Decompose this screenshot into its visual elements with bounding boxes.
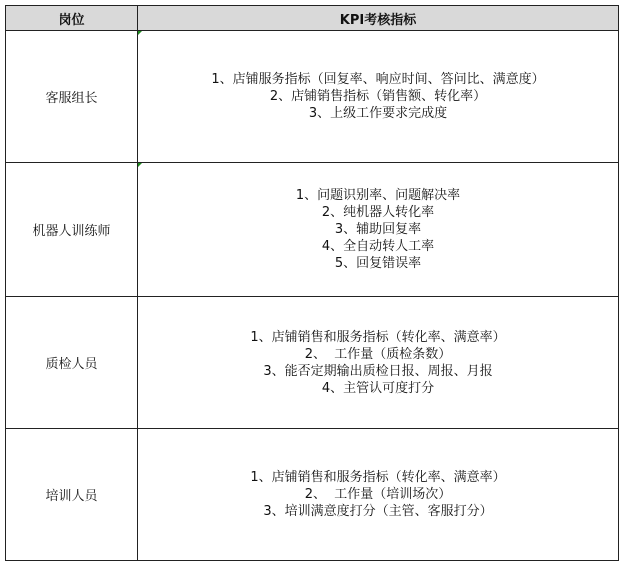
kpi-line: 4、全自动转人工率: [321, 239, 435, 254]
role-cell[interactable]: 机器人训练师: [6, 163, 138, 297]
kpi-line: 1、店铺销售和服务指标（转化率、满意率）: [250, 329, 506, 345]
kpi-cell[interactable]: [138, 297, 619, 429]
kpi-line: 1、问题识别率、问题解决率: [295, 188, 461, 203]
kpi-line: 2、纯机器人转化率: [321, 205, 435, 220]
header-position: 岗位: [6, 6, 138, 31]
kpi-cell[interactable]: [138, 429, 619, 561]
table-row: [6, 297, 619, 429]
kpi-line: 4、主管认可度打分: [321, 380, 435, 396]
kpi-cell[interactable]: [138, 163, 619, 297]
kpi-line: 2、 工作量（培训场次）: [304, 487, 452, 502]
kpi-table: [5, 5, 619, 561]
kpi-line: 5、回复错误率: [334, 256, 422, 271]
table-row: [6, 163, 619, 297]
role-cell[interactable]: 客服组长: [6, 31, 138, 163]
kpi-line: 1、店铺销售和服务指标（转化率、满意率）: [250, 470, 506, 485]
kpi-line: 3、辅助回复率: [334, 222, 422, 237]
cell-comment-marker: [138, 31, 142, 35]
kpi-line: 3、上级工作要求完成度: [308, 106, 448, 121]
kpi-line: 1、店铺服务指标（回复率、响应时间、答问比、满意度）: [211, 72, 545, 87]
table-row: [6, 429, 619, 561]
kpi-line: 3、培训满意度打分（主管、客服打分）: [263, 504, 493, 519]
header-row: [6, 6, 619, 31]
table-row: [6, 31, 619, 163]
header-kpi: KPI考核指标: [138, 6, 619, 31]
role-cell[interactable]: 培训人员: [6, 429, 138, 561]
role-cell[interactable]: 质检人员: [6, 297, 138, 429]
kpi-line: 2、 工作量（质检条数）: [304, 346, 452, 362]
kpi-cell[interactable]: [138, 31, 619, 163]
cell-comment-marker: [138, 163, 142, 167]
kpi-line: 2、店铺销售指标（销售额、转化率）: [269, 89, 487, 104]
kpi-line: 3、能否定期输出质检日报、周报、月报: [263, 363, 493, 379]
